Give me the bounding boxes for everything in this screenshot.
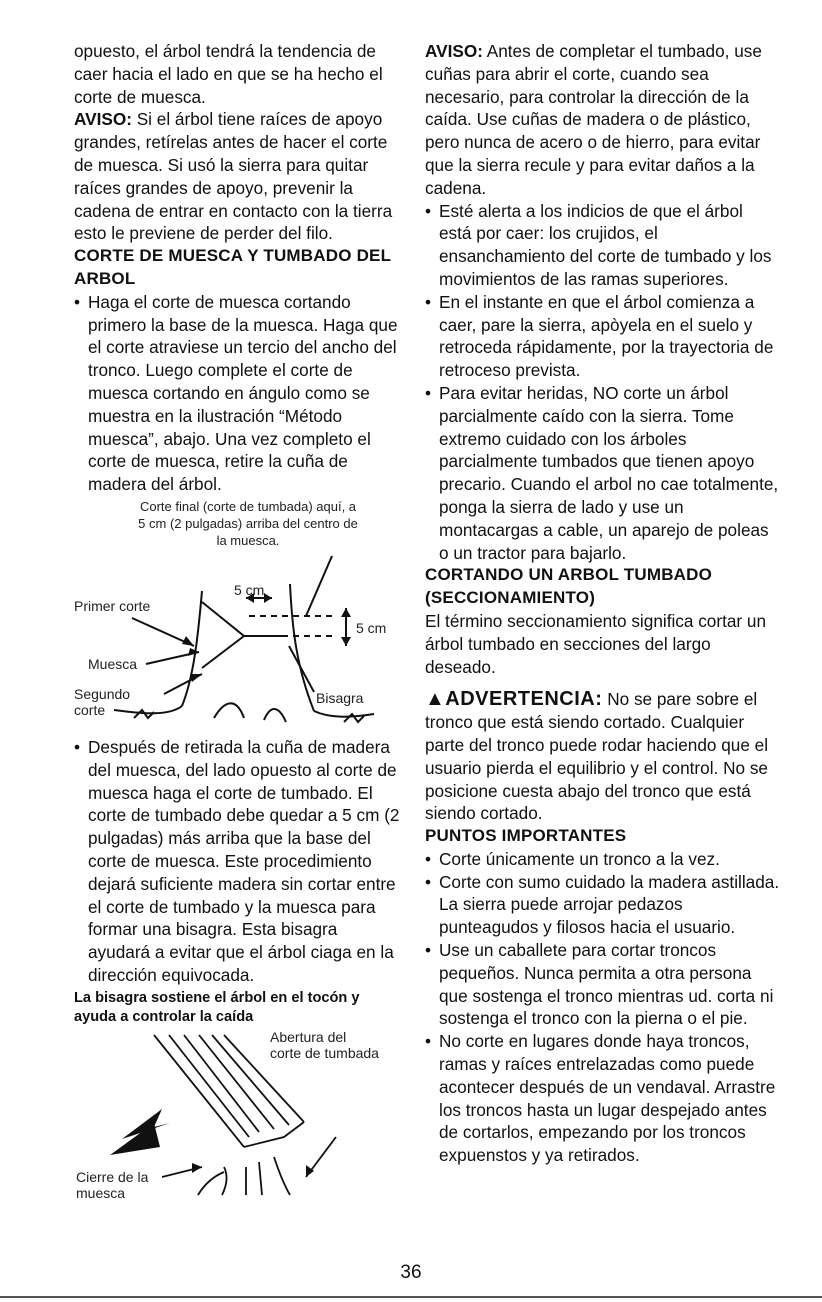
- list-item: • Corte únicamente un tronco a la vez.: [425, 848, 780, 871]
- stump-right: [274, 1157, 290, 1195]
- stump-left: [222, 1167, 227, 1195]
- root-center: [214, 703, 244, 718]
- aviso-label: AVISO:: [425, 41, 483, 61]
- page-number: 36: [400, 1262, 422, 1283]
- notch-cut: [202, 602, 244, 668]
- list-item: • No corte en lugares donde haya troncos, ramas y raíces entrelazadas como puede acontecer después de un vendaval. Arrastre los troncos hasta un lugar despejado antes de cortarlos, empezando por los troncos expuenstos y ya retirados.: [425, 1030, 780, 1167]
- heading-important-points: PUNTOS IMPORTANTES: [425, 826, 627, 846]
- bullet-list-felling: [74, 736, 404, 987]
- bullet-list-notch: [74, 291, 404, 496]
- paragraph-intro: opuesto, el árbol tendrá la tendencia de caer hacia el lado en que se ha hecho el corte de muesca.: [74, 41, 383, 107]
- label-bisagra: Bisagra: [316, 689, 364, 706]
- warning-block: [425, 688, 780, 825]
- aviso-roots: [74, 108, 404, 245]
- arrow-muesca: [188, 648, 199, 656]
- root-lines: [198, 1172, 224, 1195]
- arrow-dim-top: [341, 608, 351, 617]
- trunk-left-edge: [182, 591, 202, 706]
- bark-line: [184, 1035, 259, 1132]
- stump-line: [259, 1162, 262, 1195]
- page-bottom-edge: [0, 1296, 822, 1298]
- label-cierre: Cierre de la muesca: [76, 1168, 149, 1201]
- leader-caption: [306, 556, 332, 616]
- heading-notch-felling: CORTE DE MUESCA Y TUMBADO DEL ARBOL: [74, 246, 391, 288]
- figure-caption: Corte final (corte de tumbada) aquí, a 5 cm (2 pulgadas) arriba del centro de la muesca.: [138, 498, 358, 548]
- trunk-right-edge: [290, 584, 314, 711]
- aviso-text: Antes de completar el tumbado, use cuñas para abrir el corte, cuando sea necesario, para controlar la dirección de la caída. Use cuñas de madera o de plástico, pero nunca de acero o de hierro, para evitar que la sierra recule y para evitar daños a la cadena.: [425, 41, 762, 198]
- felling-gap: [244, 1122, 304, 1147]
- fall-arrow-body: [110, 1123, 160, 1155]
- arrow-dim-right: [264, 593, 272, 603]
- aviso-wedges: [425, 40, 780, 200]
- hinge-caption: La bisagra sostiene el árbol en el tocón y ayuda a controlar la caída: [74, 989, 360, 1025]
- root-center-2: [264, 709, 286, 722]
- right-column: [425, 40, 780, 1167]
- label-segundo-corte: Segundo corte: [74, 685, 131, 718]
- list-item: • Corte con sumo cuidado la madera astillada. La sierra puede arrojar pedazos punteagudos y filosos hacia el usuario.: [425, 871, 780, 939]
- list-item: • Use un caballete para cortar troncos pequeños. Nunca permita a otra persona que sostenga el tronco mientras ud. corta ni sostenga el tronco con la pierna o el pie.: [425, 939, 780, 1030]
- list-item: • Después de retirada la cuña de madera del muesca, del lado opuesto al corte de muesca haga el corte de tumbado. El corte de tumbado debe quedar a 5 cm (2 pulgadas) más arriba que la base del corte de muesca. Este procedimiento dejará suficiente madera sin cortar entre el corte de tumbado y la muesca para formar una bisagra. Esta bisagra ayudará a evitar que el árbol ciaga en la dirección equivocada.: [74, 736, 404, 987]
- aviso-label: AVISO:: [74, 109, 132, 130]
- warning-text: No se pare sobre el tronco que está siendo cortado. Cualquier parte del tronco puede rodar haciendo que el usuario pierda el equilibrio y el control. No se posicione cuesta abajo del tronco que está siendo cortado.: [425, 689, 769, 824]
- warning-title: ADVERTENCIA:: [445, 688, 603, 711]
- warning-heading: [425, 688, 602, 710]
- bullet-list-falling: [425, 200, 780, 565]
- heading-bucking: CORTANDO UN ARBOL TUMBADO (SECCIONAMIENTO): [425, 565, 713, 608]
- notch-method-figure: [74, 496, 404, 736]
- bullet-list-important: [425, 848, 780, 1167]
- aviso-text: Si el árbol tiene raíces de apoyo grandes, retírelas antes de hacer el corte de muesca. Si usó la sierra para quitar raíces grandes de apoyo, prevenir la cadena de entrar en contacto con la tierra esto le previene de perder del filo.: [74, 109, 393, 244]
- left-column: [74, 40, 404, 1201]
- list-item: • Esté alerta a los indicios de que el árbol está por caer: los crujidos, el ensanchamiento del corte de tumbado y los movimientos de las ramas superiores.: [425, 200, 780, 291]
- label-abertura: Abertura del corte de tumbada: [270, 1028, 379, 1061]
- list-item: • Para evitar heridas, NO corte un árbol parcialmente caído con la sierra. Tome extremo cuidado con los árboles parcialmente tumbados que tienen apoyo precario. Cuando el arbol no cae totalmente, ponga la sierra de lado y use un montacargas a cable, un aparejo de poleas o un tractor para bajarlo.: [425, 382, 780, 564]
- warning-triangle-icon: ▲: [425, 688, 446, 711]
- leader-bisagra: [289, 646, 314, 692]
- arrow-dim-bottom: [341, 637, 351, 646]
- label-primer-corte: Primer corte: [74, 597, 151, 614]
- list-item: • En el instante en que el árbol comienza a caer, pare la sierra, apòyela en el suelo y retroceda rápidamente, por la trayectoria de retroceso prevista.: [425, 291, 780, 382]
- label-5cm-right: 5 cm: [356, 619, 387, 636]
- label-5cm-top: 5 cm: [234, 581, 265, 598]
- paragraph-bucking: El término seccionamiento significa cortar un árbol tumbado en secciones del largo deseado.: [425, 610, 767, 677]
- arrow-primer-corte: [182, 636, 194, 646]
- arrow-segundo-corte: [190, 674, 202, 682]
- hinge-figure: [74, 1027, 404, 1201]
- label-muesca: Muesca: [88, 655, 138, 672]
- list-item: • Haga el corte de muesca cortando primero la base de la muesca. Haga que el corte atraviese un tercio del ancho del tronco. Luego complete el corte de muesca cortando en ángulo como se muestra en la ilustración “Método muesca”, abajo. Una vez completo el corte de muesca, retire la cuña de madera del árbol.: [74, 291, 404, 496]
- trunk-edge-left: [154, 1035, 244, 1147]
- root-right: [314, 711, 374, 717]
